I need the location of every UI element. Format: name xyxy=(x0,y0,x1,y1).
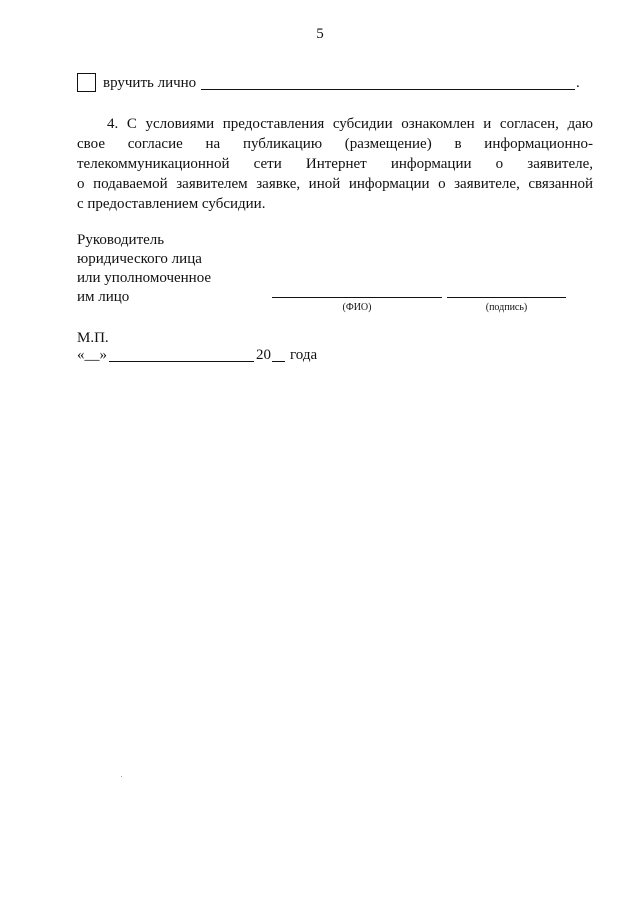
date-year-prefix: 20 xyxy=(256,347,271,363)
consent-paragraph xyxy=(77,114,593,214)
page-number: 5 xyxy=(316,26,324,42)
consent-line: 4. С условиями предоставления субсидии ознакомлен и согласен, даю xyxy=(107,116,593,132)
consent-line: свое согласие на публикацию (размещение) в информационно- xyxy=(77,136,593,152)
date-year-word: года xyxy=(290,347,318,363)
signer-title-line: им лицо xyxy=(77,289,130,305)
signer-title-line: или уполномоченное xyxy=(77,270,212,286)
fio-caption: (ФИО) xyxy=(342,302,372,313)
date-day-field[interactable]: «__» xyxy=(77,347,107,363)
deliver-in-person-label: вручить лично xyxy=(103,75,197,91)
signer-title-line: юридического лица xyxy=(77,251,202,267)
signer-title xyxy=(77,231,211,307)
signer-title-line: Руководитель xyxy=(77,232,165,248)
date-year-field[interactable] xyxy=(272,361,285,362)
fio-field[interactable] xyxy=(272,297,442,298)
deliver-in-person-field[interactable] xyxy=(201,89,575,90)
signature-caption: (подпись) xyxy=(485,302,528,313)
deliver-in-person-checkbox[interactable] xyxy=(77,73,96,92)
consent-line: телекоммуникационной сети Интернет информации о заявителе, xyxy=(77,156,593,172)
consent-line: с предоставлением субсидии. xyxy=(77,196,266,212)
stamp-label: М.П. xyxy=(77,330,109,346)
consent-line: о подаваемой заявителем заявке, иной информации о заявителе, связанной xyxy=(77,176,593,192)
date-month-field[interactable] xyxy=(109,361,254,362)
scan-speck xyxy=(121,776,122,777)
signature-field[interactable] xyxy=(447,297,566,298)
deliver-end-mark: . xyxy=(576,75,580,91)
